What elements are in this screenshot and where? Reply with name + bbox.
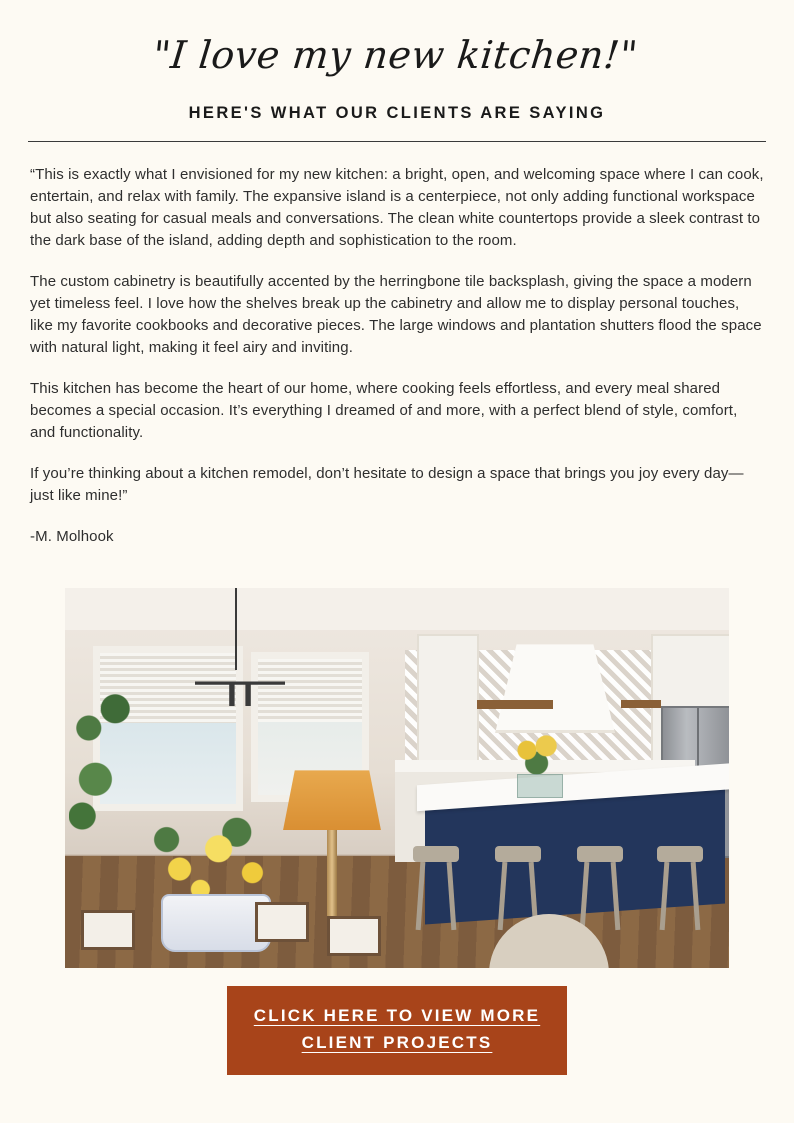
photo-glass-vase (517, 774, 563, 798)
photo-open-shelf (477, 700, 553, 709)
photo-bar-stool (413, 846, 459, 930)
photo-stool-leg (660, 862, 670, 930)
photo-picture-frame (327, 916, 381, 956)
photo-daffodils (151, 812, 281, 904)
photo-picture-frame (81, 910, 135, 950)
testimonial-paragraph: If you’re thinking about a kitchen remodel, don’t hesitate to design a space that brings you joy every day—just like mine!” (30, 465, 744, 505)
photo-stool-leg (691, 862, 701, 930)
photo-open-shelf (621, 700, 661, 708)
photo-bar-stool (577, 846, 623, 930)
testimonial-paragraph: “This is exactly what I envisioned for my new kitchen: a bright, open, and welcoming space where I can cook, entertain, and relax with family. The expansive island is a centerpiece, not only adding functional workspace but also seating for casual meals and conversations. The clean white countertops provide a sleek contrast to the dark base of the island, adding depth and sophistication to the room. (30, 165, 764, 249)
testimonial-paragraph: The custom cabinetry is beautifully accented by the herringbone tile backsplash, giving the space a modern yet timeless feel. I love how the shelves break up the cabinetry and allow me to display personal touches, like my favorite cookbooks and decorative pieces. The large windows and plantation shutters flood the space with natural light, making it feel airy and inviting. (30, 272, 762, 357)
photo-stool-seat (413, 846, 459, 862)
photo-shutter (258, 659, 362, 722)
photo-stool-seat (495, 846, 541, 862)
photo-stool-leg (580, 862, 590, 930)
view-more-projects-button[interactable] (227, 986, 567, 1075)
photo-stool-seat (577, 846, 623, 862)
photo-ceiling (65, 588, 729, 630)
photo-pendant-cord (235, 588, 237, 670)
photo-container (28, 588, 766, 968)
photo-stool-leg (611, 862, 621, 930)
page-subheadline: HERE'S WHAT OUR CLIENTS ARE SAYING (188, 103, 606, 122)
page-headline: "I love my new kitchen!" (150, 33, 640, 77)
cta-container (28, 986, 766, 1075)
header-divider (28, 141, 766, 142)
photo-bar-stool (657, 846, 703, 930)
cta-line-one: CLICK HERE TO VIEW MORE (253, 1006, 541, 1026)
testimonial-body (28, 164, 766, 549)
photo-picture-frame (255, 902, 309, 942)
cta-line-two: CLIENT PROJECTS (301, 1032, 493, 1052)
testimonial-signature: -M. Molhook (30, 528, 114, 546)
photo-palm-plant (69, 680, 135, 840)
photo-stool-leg (498, 862, 508, 930)
photo-stool-leg (447, 862, 457, 930)
photo-lamp-shade (283, 770, 381, 830)
kitchen-photo (65, 588, 729, 968)
testimonial-paragraph: This kitchen has become the heart of our home, where cooking feels effortless, and every meal shared becomes a special occasion. It’s everything I dreamed of and more, with a perfect blend of style, comfort, and functionality. (30, 380, 738, 442)
photo-stool-seat (657, 846, 703, 862)
photo-stool-leg (416, 862, 426, 930)
photo-upper-cabinet-left (417, 634, 479, 762)
